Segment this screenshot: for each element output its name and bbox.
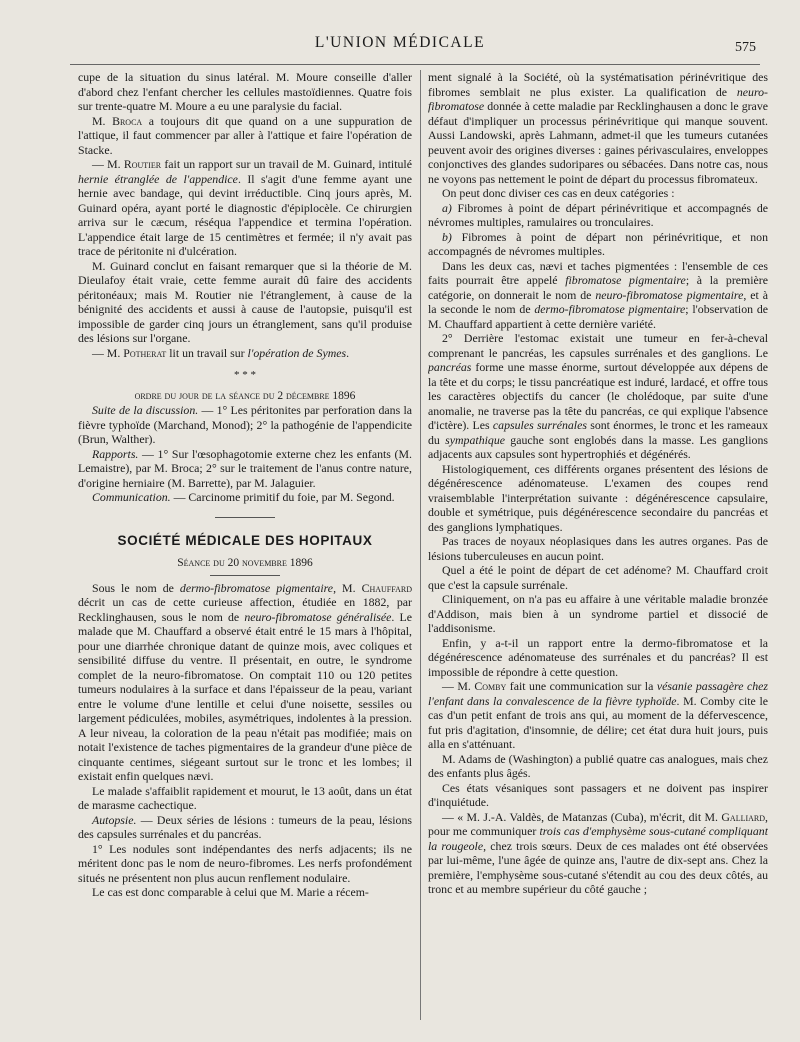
section-separator — [215, 517, 275, 518]
paragraph: Histologiquement, ces différents organes présentent des lésions de dégénérescence adénomateuse. L'examen des coupes rend vraisemblable l'interprétation suivante : dégénérescence capsulaire, double et symétrique, puis dégénérescence secondaire du pancréas et des ganglions lymphatiques. — [428, 461, 768, 534]
paragraph: Communication. — Carcinome primitif du foie, par M. Segond. — [92, 490, 395, 504]
paragraph: Rapports. — 1° Sur l'œsophagotomie externe chez les enfants (M. Lemaistre), par M. Broca; 2° sur le traitement de l'anus contre nature, d'origine herniaire (M. Barrette), par M. Jalaguier. — [78, 446, 412, 490]
header-rule — [70, 64, 760, 65]
page-number: 575 — [735, 40, 756, 55]
paragraph: M. Adams de (Washington) a publié quatre cas analogues, mais chez des enfants plus âgés. — [428, 751, 768, 780]
paragraph: Dans les deux cas, nævi et taches pigmentées : l'ensemble de ces faits pourrait être appelé fibromatose pigmentaire; à la première catégorie, on donnerait le nom de neuro-fibromatose pigmentaire, et à la seconde le nom de dermo-fibromatose pigmentaire; l'observation de M. Chauffard appartient à cette dernière variété. — [428, 258, 768, 331]
column-divider — [420, 70, 421, 1020]
short-rule — [210, 575, 280, 576]
section-stars: * * * — [234, 369, 256, 381]
paragraph: Cliniquement, on n'a pas eu affaire à une véritable maladie bronzée d'Addison, mais bien à un syndrome partiel et dissocié de l'addisonisme. — [428, 592, 768, 635]
paragraph: On peut donc diviser ces cas en deux catégories : — [442, 186, 675, 200]
paragraph: Quel a été le point de départ de cet adénome? M. Chauffard croit que c'est la capsule surrénale. — [428, 563, 768, 592]
paragraph: Le cas est donc comparable à celui que M. Marie a récem- — [92, 885, 369, 899]
paragraph: — M. Comby fait une communication sur la vésanie passagère chez l'enfant dans la convalescence de la fièvre typhoïde. M. Comby cite le cas d'un petit enfant de trois ans qui, au moment de la défervescence, fut pris d'agitation, d'insomnie, de délire; cet état dura huit jours, puis alla en s'atténuant. — [428, 679, 768, 751]
paragraph: — « M. J.-A. Valdès, de Matanzas (Cuba), m'écrit, dit M. Galliard, pour me communiquer trois cas d'emphysème sous-cutané compliquant la rougeole, chez trois sœurs. Deux de ces malades ont été observées par lui-même, l'une âgée de quinze ans, l'autre de dix-sept ans. Chez la première, l'emphysème sous-cutané s'étendit au cou des deux côtés, au tronc et au membre supérieur du côté gauche ; — [428, 809, 768, 896]
paragraph: Autopsie. — Deux séries de lésions : tumeurs de la peau, lésions des capsules surrénales et du pancréas. — [78, 812, 412, 841]
paragraph: a) Fibromes à point de départ périnévritique et accompagnés de névromes multiples, ramulaires ou tronculaires. — [428, 200, 768, 229]
paragraph: cupe de la situation du sinus latéral. M. Moure conseille d'aller d'abord chez l'enfant chercher les cellules mastoïdiennes. Quatre fois sur trente-quatre M. Moure a eu une paralysie du facial. — [78, 70, 412, 113]
paragraph: M. Guinard conclut en faisant remarquer que si la théorie de M. Dieulafoy était vraie, cette femme aurait dû faire des accidents péritonéaux; mais M. Routier nie l'étranglement, à cause de la bénignité des accidents et aussi à cause de l'autopsie, puisqu'il est impossible de garder cinq jours un étranglement, sans qu'il produise des lésions sur l'organe. — [78, 258, 412, 345]
paragraph: Sous le nom de dermo-fibromatose pigmentaire, M. Chauffard décrit un cas de cette curieuse affection, étudiée en 1882, par Recklinghausen, sous le nom de neuro-fibromatose généralisée. Le malade que M. Chauffard a observé était entré le 15 mars à l'hôpital, pour une diarrhée chronique datant de quinze mois, avec coliques et sensibilité diffuse du ventre. Il présentait, en outre, le syndrome complet de la neuro-fibromatose. On comptait 110 ou 120 petites tumeurs nodulaires à la surface et dans l'épaisseur de la peau, variant entre le volume d'une lentille et celui d'une noisette, sessiles ou largement pédiculées, mobiles, asymétriques, indolentes à la pression. A leur niveau, la coloration de la peau n'était pas modifiée; mais on notait l'existence de taches pigmentaires de la grandeur d'une pièce de cinquante centimes, siégeant surtout sur le tronc et les lombes; il existait enfin quelques nævi. — [78, 580, 412, 783]
paragraph: b) Fibromes à point de départ non périnévritique, et non accompagnés de névromes multiples. — [428, 229, 768, 258]
paragraph: — M. Routier fait un rapport sur un travail de M. Guinard, intitulé hernie étranglée de l'appendice. Il s'agit d'une femme ayant une hernie avec bandage, qui devint irréductible. Cinq jours après, M. Guinard opéra, ayant porté le diagnostic d'épiplocèle. Ce chirurgien arriva sur le cæcum, réséqua l'appendice et termina l'opération. L'appendice était large de 15 centimètres et fermée; il n'y avait pas trace de péritonite ni d'ulcération. — [78, 157, 412, 258]
paragraph: Pas traces de noyaux néoplasiques dans les autres organes. Pas de lésions tuberculeuses en aucun point. — [428, 534, 768, 563]
paragraph: Enfin, y a-t-il un rapport entre la dermo-fibromatose et la dégénérescence adénomateuse des surrénales et du pancréas? Il est impossible de répondre à cette question. — [428, 635, 768, 679]
paragraph: 1° Les nodules sont indépendantes des nerfs adjacents; ils ne méritent donc pas le nom de neuro-fibromes. Les nerfs profondément situés ne présentent non plus aucun renflement nodulaire. — [78, 841, 412, 885]
paragraph: M. Broca a toujours dit que quand on a une suppuration de l'attique, il faut commencer par aller à l'attique et faire l'opération de Stacke. — [78, 113, 412, 157]
paragraph: ment signalé à la Société, où la systématisation périnévritique des fibromes semblait ne plus exister. La qualification de neuro-fibromatose donnée à cette maladie par Recklinghausen a donc le grave défaut d'impliquer un processus périnévritique qui manque souvent. Aussi Landowski, après Lahmann, admet-il que les tumeurs cutanées peuvent avoir des origines diverses : gaines périvasculaires, enveloppes conjonctives des glandes sudoripares ou sébacées. Dans notre cas, nous ne voyons pas nettement le point de départ du processus fibromateux. — [428, 70, 768, 186]
right-column — [428, 70, 768, 1020]
running-header-title: L'UNION MÉDICALE — [314, 34, 486, 51]
session-date: Séance du 20 novembre 1896 — [177, 557, 313, 569]
paragraph: Ces états vésaniques sont passagers et ne doivent pas inspirer d'inquiétude. — [428, 780, 768, 809]
order-of-day-heading: ordre du jour de la séance du 2 décembre 1896 — [134, 389, 356, 402]
left-column — [78, 70, 412, 1020]
paragraph: Suite de la discussion. — 1° Les péritonites par perforation dans la fièvre typhoïde (Marchand, Monod); 2° la pathogénie de l'appendicite (Brun, Walther). — [78, 403, 412, 446]
society-heading: SOCIÉTÉ MÉDICALE DES HOPITAUX — [117, 532, 373, 548]
paragraph: — M. Potherat lit un travail sur l'opération de Symes. — [92, 345, 350, 360]
paragraph: 2° Derrière l'estomac existait une tumeur en fer-à-cheval comprenant le pancréas, les capsules surrénales et des ganglions. Le pancréas forme une masse énorme, surtout développée aux dépens de la tête et du corps; le tissu pancréatique est induré, lardacé, et offre tous les caractères objectifs du cancer (le cholédoque, par suite d'une anomalie, ne traverse pas la tête du pancréas, ce qui explique l'absence d'ictère). Les capsules surrénales sont énormes, le tronc et les rameaux du sympathique gauche sont englobés dans la masse. Les ganglions adjacents aux capsules sont hypertrophiés et dégénérés. — [428, 331, 768, 461]
paragraph: Le malade s'affaiblit rapidement et mourut, le 13 août, dans un état de marasme cachectique. — [78, 783, 412, 812]
